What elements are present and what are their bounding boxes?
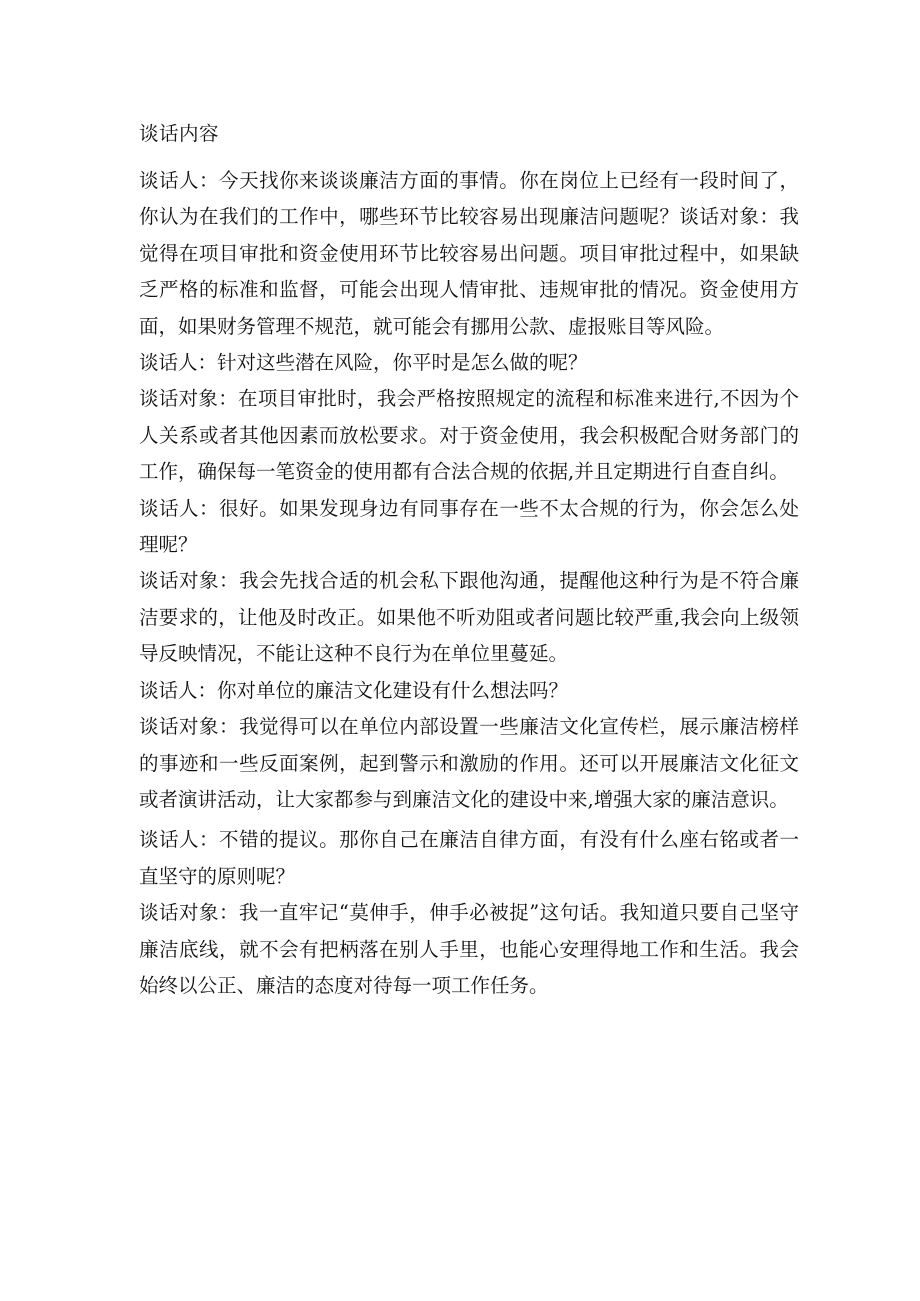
dialogue-paragraph: 谈话人：针对这些潜在风险，你平时是怎么做的呢？ — [139, 351, 588, 375]
document-body — [139, 116, 799, 1004]
dialogue-paragraph: 谈话对象：我觉得可以在单位内部设置一些廉洁文化宣传栏，展示廉洁榜样的事迹和一些反面案例，起到警示和激励的作用。还可以开展廉洁文化征文或者演讲活动，让大家都参与到廉洁文化的建设中来,增强大家的廉洁意识。 — [139, 715, 799, 811]
document-title: 谈话内容 — [139, 122, 220, 145]
dialogue-paragraph: 谈话人：今天找你来谈谈廉洁方面的事情。你在岗位上已经有一段时间了，你认为在我们的工作中，哪些环节比较容易出现廉洁问题呢？谈话对象：我觉得在项目审批和资金使用环节比较容易出问题。项目审批过程中，如果缺乏严格的标准和监督，可能会出现人情审批、违规审批的情况。资金使用方面，如果财务管理不规范，就可能会有挪用公款、虚报账目等风险。 — [139, 169, 799, 338]
dialogue-paragraph: 谈话人：很好。如果发现身边有同事存在一些不太合规的行为，你会怎么处理呢？ — [139, 496, 799, 557]
dialogue-paragraph: 谈话对象：我一直牢记“莫伸手，伸手必被捉”这句话。我知道只要自己坚守廉洁底线，就不会有把柄落在别人手里，也能心安理得地工作和生活。我会始终以公正、廉洁的态度对待每一项工作任务。 — [139, 901, 799, 997]
dialogue-paragraph: 谈话对象：在项目审批时，我会严格按照规定的流程和标准来进行,不因为个人关系或者其他因素而放松要求。对于资金使用，我会积极配合财务部门的工作，确保每一笔资金的使用都有合法合规的依据,并且定期进行自查自纠。 — [139, 387, 799, 484]
dialogue-paragraph: 谈话对象：我会先找合适的机会私下跟他沟通，提醒他这种行为是不符合廉洁要求的，让他及时改正。如果他不听劝阻或者问题比较严重,我会向上级领导反映情况，不能让这种不良行为在单位里蔓延。 — [139, 569, 799, 666]
dialogue-paragraph: 谈话人：不错的提议。那你自己在廉洁自律方面，有没有什么座右铭或者一直坚守的原则呢？ — [139, 828, 799, 888]
dialogue-paragraph: 谈话人：你对单位的廉洁文化建设有什么想法吗？ — [139, 678, 569, 702]
